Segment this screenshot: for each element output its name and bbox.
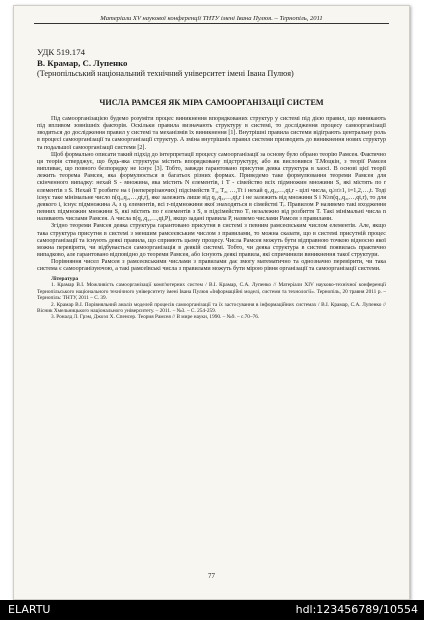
- handle-label: hdl:123456789/10554: [295, 603, 418, 616]
- paragraph: Щоб формально описати такий підхід до інтерпретації процесу самоорганізації за основу було обрано теорію Рамсея. Фактично ця теорія стверджує, що будь-яка структура містить впорядковану підструктуру, або як висловився Т.Моцкін, з теорії Рамсея випливає, що повного безпорядку не існує [3]. Тобто, завжди гарантовано присутня деяка структура в хаосі. В основі цієї теорії лежить теорема Рамсея, яка формулюється в багатьох різних формах. Приведемо таке формулювання теореми Рамсея для скінченного випадку: нехай S - множина, яка містить N елементів, і Т - сімейство всіх підмножин множини S, які містять по r елементів з S. Нехай Т розбите на t (неперерізаючих) підсімейств T₁, T₂, …,Tt і нехай q₁,q₂,…,qt,r - цілі числа, qᵢ≥r≥1, i=1,2,…,t. Тоді існує таке мінімальне число n(q₁,q₂,…,qt,r), яке залежить лише від q₁,q₂,…,qt,r і не залежить від множини S і N≥n(q₁,q₂,…,qt,r), то для деякого i, існує підмножина Aᵢ з qᵢ елементів, всі r-підмножини якої знаходяться в сімействі Tᵢ. Правилом Р називемо такі входження певних підмножин множини S, які містять по r елементів з S, в підсімейство Tᵢ незалежно від розбиття Т. Такі мінімальні числа n називають числами Рамсея. А числа n(q₁,q₂,…,qt,P), якщо задані правила Р, назвемо числами Рамсея з правилами.: [37, 151, 386, 223]
- references-title: Література: [51, 276, 79, 283]
- article-body: [37, 116, 386, 321]
- article-title: ЧИСЛА РАМСЕЯ ЯК МІРА САМООРГАНІЗАЦІЇ СИСТЕМ: [99, 98, 324, 107]
- udk-code: УДК 519.174: [37, 47, 85, 57]
- paragraph: Під самоорганізацією будемо розуміти процес виникнення впорядкованих структур у системі під дією правил, що виникають під впливом зовнішніх факторів. Оскільки правила визначають структуру в системі, то дослідження процесу самоорганізації зводиться до дослідження правил у системі та механізмів їх виникнення [1]. Внутрішні правила системи відіграють центральну роль в процесі самоорганізації та самоорганізації структур. А зміна внутрішніх правил системи призводить до виникнення нових структур та подальшої самоорганізації системи [2].: [37, 116, 386, 151]
- reference-item: 3. Роналд Л. Грэм, Джоэл Х. Спенсер. Теория Рамсея // В мире науки, 1990. – №9. – с.70–76.: [51, 314, 260, 321]
- document-page: [13, 5, 410, 600]
- authors: В. Крамар, С. Лупенко: [37, 58, 128, 68]
- paragraph: Порівняння чисел Рамсея з рамсеєвськими числами з правилами дає змогу математично та однозначно перевірити, чи така система є самоорганізуючою, а такі рамсеївські числа з правилами можуть бути мірою рівня організації та самоорганізації системи.: [37, 259, 386, 273]
- viewer-footer-bar: [0, 600, 424, 620]
- running-head: Матеріали XV наукової конференції ТНТУ імені Івана Пулюя. – Тернопіль, 2011: [34, 15, 389, 24]
- reference-item: 2. Крамар В.І. Порівняльний аналіз моделей процесів самоорганізації та їх застосування в інформаційних системах / В.І. Крамар, С.А. Лупенко // Вісник Хмельницького національного університету. – 2011. – №3. – С. 254-259.: [37, 301, 386, 315]
- affiliation: (Тернопільський національний технічний університет імені Івана Пулюя): [37, 69, 294, 78]
- paragraph: Згідно теореми Рамсея деяка структура гарантовано присутня в системі з певним рамсеєвським числом елементів. Але, якщо така структура присутня в системі з меншим рамсеєвським числом з правилами, то можна сказати, що в системі присутній процес самоорганізації та існують деякі правила, що сприяють цьому процесу. Числа Рамсея можуть бути відправною точкою відносно якої можна перевіряти, чи відбувається самоорганізація в деякій системі. Тобто, чи деяка структура в системі появилась практично випадково, але гарантовано відповідно до теореми Рамсея, або існують деякі правила, які спричинили виникнення такої структури.: [37, 223, 386, 258]
- repository-label: ELARTU: [8, 603, 51, 616]
- page-number: 77: [208, 572, 215, 580]
- reference-item: 1. Крамар В.І. Можливість самоорганізації комп'ютерних систем / В.І. Крамар, С.А. Лупенко // Матеріали ХIV науково-технічної конференції Тернопільського національного технічного університету імені Івана Пулюя «Інформаційні моделі, системи та технології». Тернопіль, 20 травня 2011 р. – Тернопіль: ТНТУ, 2011 – С. 39.: [37, 282, 386, 302]
